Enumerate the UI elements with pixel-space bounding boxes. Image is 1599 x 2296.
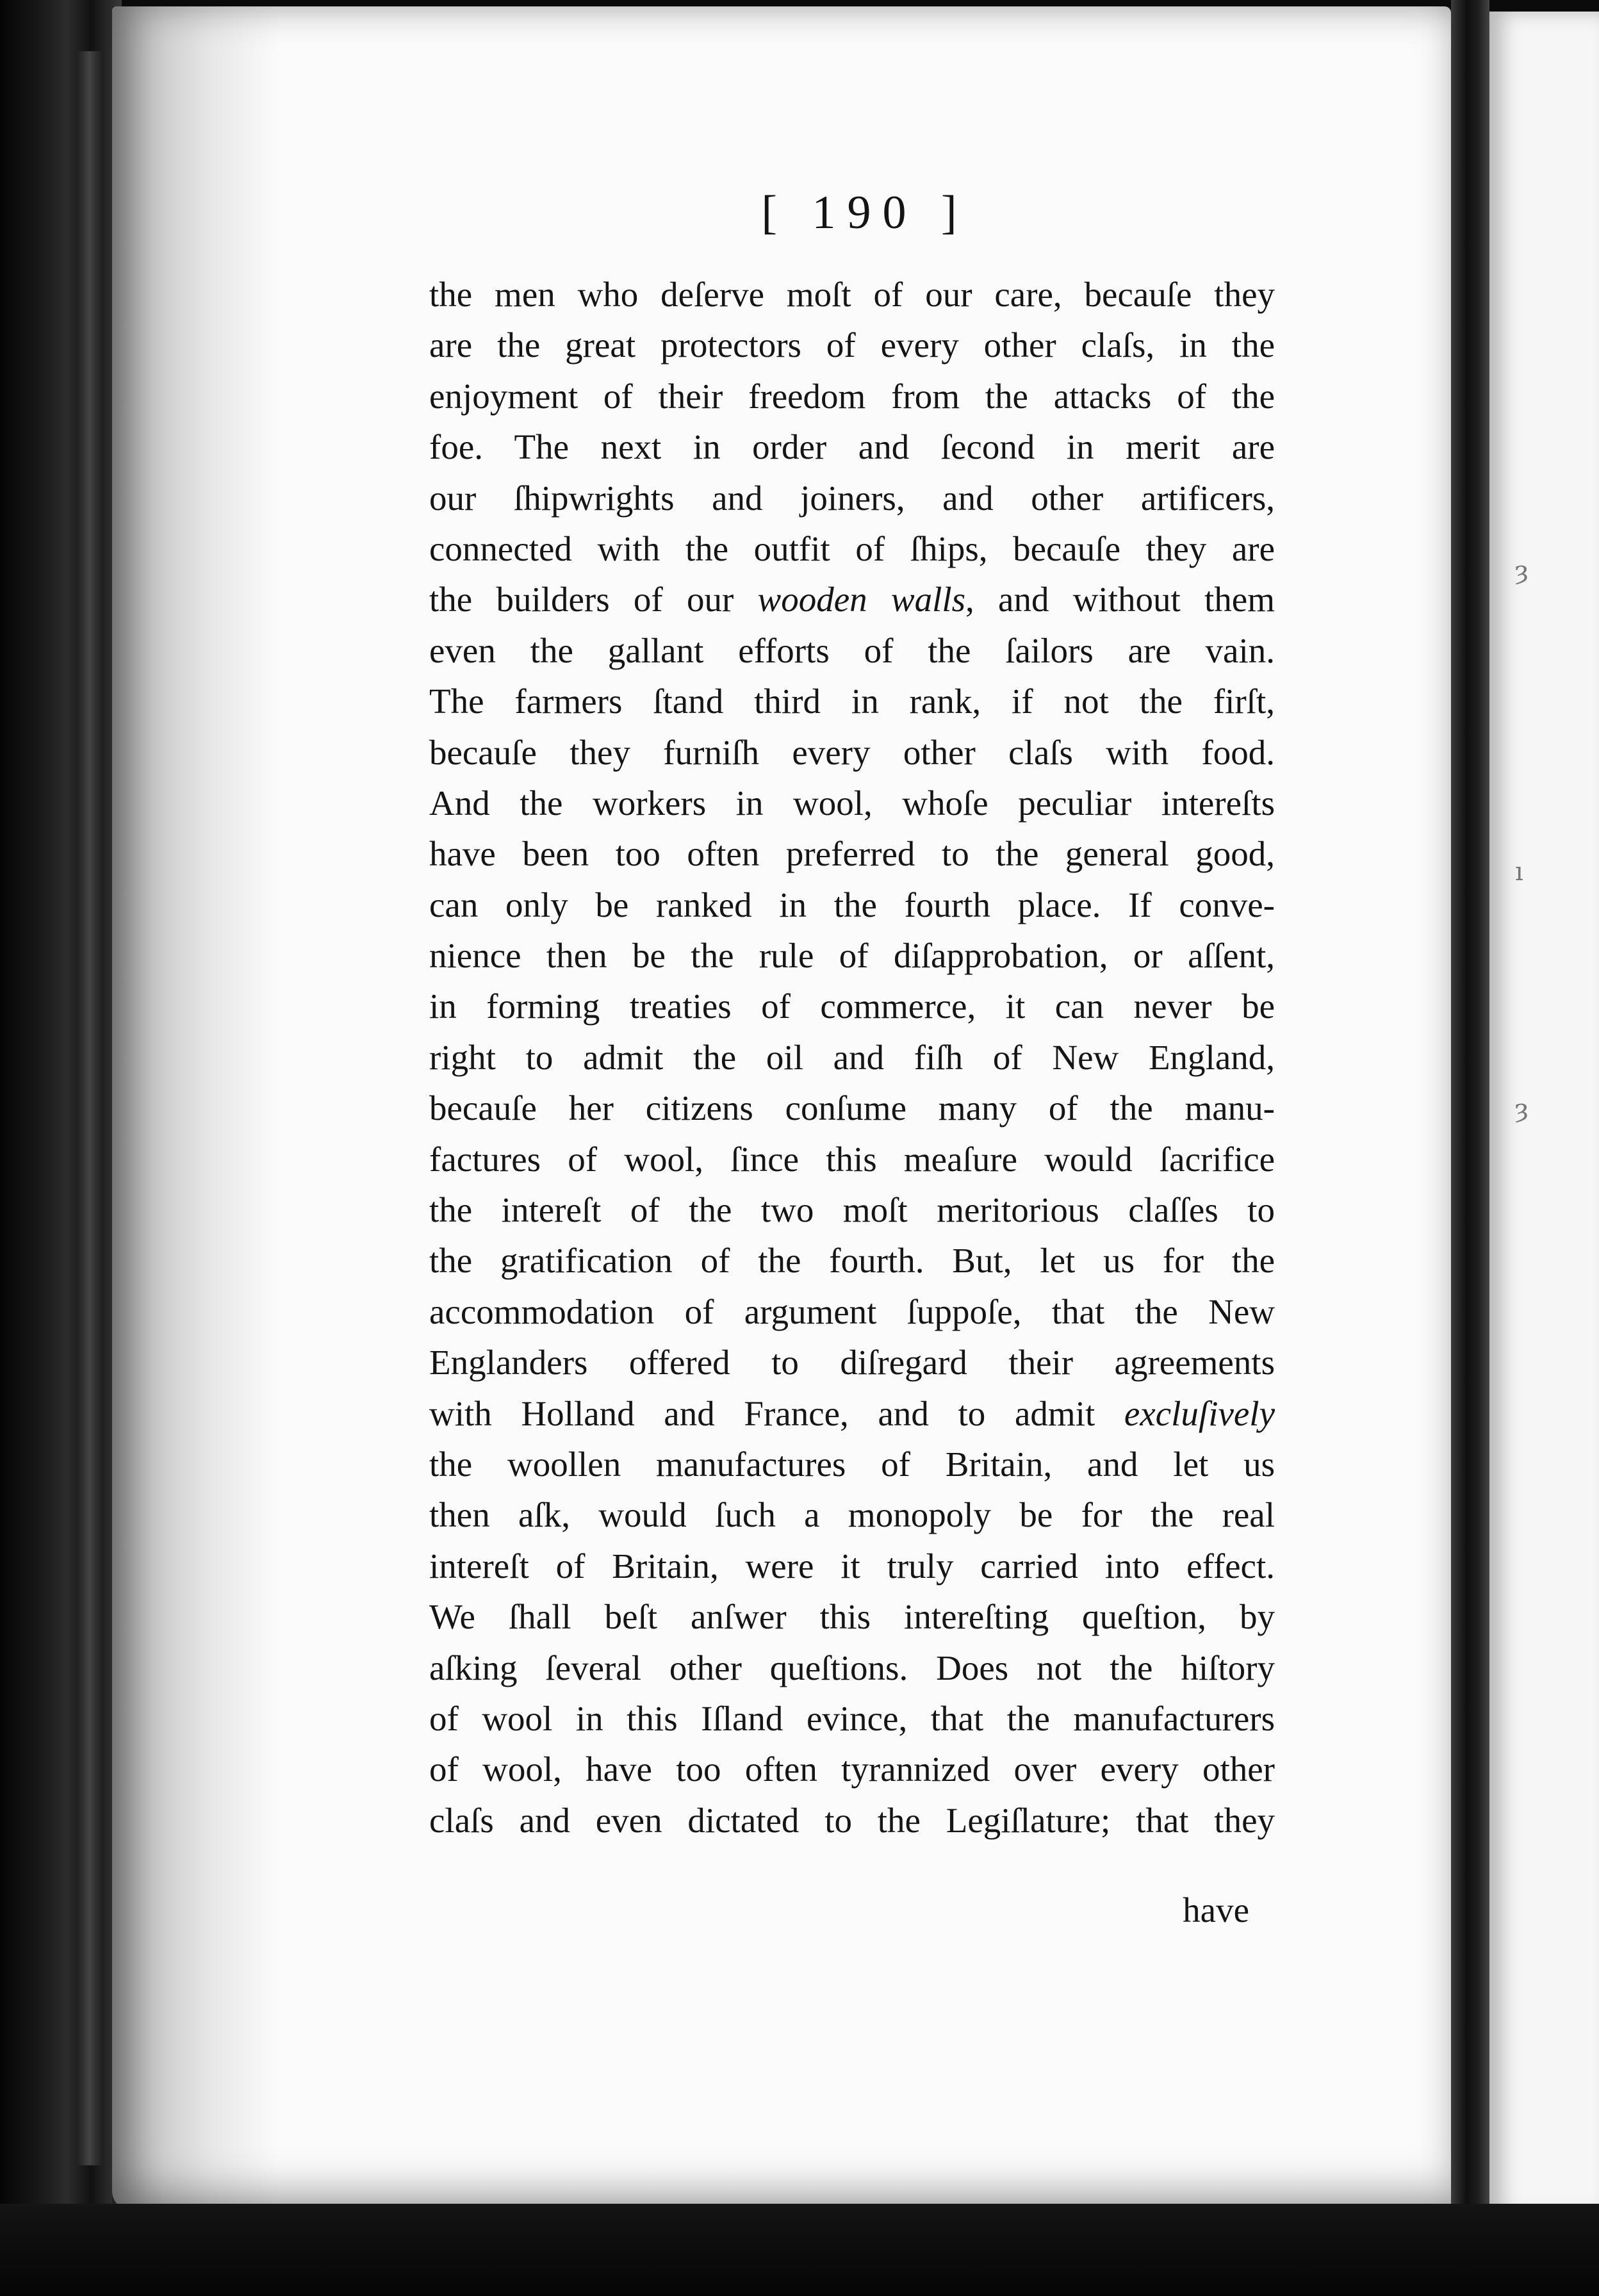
text-line: the men who deſerve moſt of our care, becauſe they: [429, 275, 1275, 314]
text-line: accommodation of argument ſuppoſe, that the New: [429, 1292, 1275, 1331]
text-line: [429, 574, 1275, 625]
text-line: nience then be the rule of diſapprobation, or aſſent,: [429, 936, 1275, 976]
text-line: of wool, have too often tyrannized over every other: [429, 1750, 1275, 1789]
body-text: [429, 269, 1275, 1846]
text-line: right to admit the oil and fiſh of New England,: [429, 1037, 1275, 1077]
text-line: even the gallant efforts of the ſailors are vain.: [429, 630, 1275, 670]
text-line: then aſk, would ſuch a monopoly be for the real: [429, 1495, 1275, 1535]
text-line: becauſe her citizens conſume many of the manu-: [429, 1088, 1275, 1128]
catchword: have: [1183, 1890, 1249, 1930]
facing-page-mark: ı: [1515, 857, 1523, 887]
facing-page-mark: ȝ: [1515, 556, 1529, 586]
text-line: foe. The next in order and ſecond in merit are: [429, 427, 1275, 467]
text-line: We ſhall beſt anſwer this intereſting queſtion, by: [429, 1597, 1275, 1637]
page-number: [ 190 ]: [761, 186, 969, 239]
text-line: our ſhipwrights and joiners, and other artificers,: [429, 478, 1275, 518]
text-line: aſking ſeveral other queſtions. Does not the hiſtory: [429, 1648, 1275, 1687]
text-line: the woollen manufactures of Britain, and let us: [429, 1444, 1275, 1484]
text-line: are the great protectors of every other claſs, in the: [429, 325, 1275, 365]
text-line: [429, 1388, 1275, 1439]
text-line: can only be ranked in the fourth place. If conve-: [429, 885, 1275, 924]
bottom-dark-band: [0, 2204, 1599, 2296]
text-segment: , and without them: [965, 580, 1275, 619]
text-line: Englanders offered to diſregard their agreements: [429, 1343, 1275, 1382]
text-line: of wool in this Iſland evince, that the manufacturers: [429, 1698, 1275, 1738]
text-line: the gratification of the fourth. But, let us for the: [429, 1241, 1275, 1281]
text-line: have been too often preferred to the general good,: [429, 834, 1275, 874]
text-line: the intereſt of the two moſt meritorious claſſes to: [429, 1190, 1275, 1230]
italic-phrase: wooden walls: [757, 580, 966, 619]
text-line: in forming treaties of commerce, it can never be: [429, 987, 1275, 1026]
facing-page-edge: [1489, 12, 1599, 2215]
book-spine: [1451, 0, 1489, 2296]
text-line: claſs and even dictated to the Legiſlature; that they: [429, 1800, 1275, 1840]
text-line: And the workers in wool, whoſe peculiar intereſts: [429, 783, 1275, 823]
text-line: connected with the outfit of ſhips, becauſe they are: [429, 529, 1275, 568]
text-line: becauſe they furniſh every other claſs with food.: [429, 732, 1275, 772]
left-book-edge: [0, 0, 122, 2296]
facing-page-mark: ȝ: [1515, 1094, 1529, 1124]
text-line: intereſt of Britain, were it truly carried into effect.: [429, 1546, 1275, 1586]
text-line: factures of wool, ſince this meaſure would ſacrifice: [429, 1139, 1275, 1179]
text-line: The farmers ſtand third in rank, if not the firſt,: [429, 682, 1275, 721]
text-segment: with Holland and France, and to admit: [429, 1393, 1124, 1433]
italic-phrase: excluſively: [1124, 1393, 1275, 1433]
text-segment: the builders of our: [429, 580, 758, 619]
left-edge-streak: [77, 51, 102, 2165]
text-line: enjoyment of their freedom from the attacks of the: [429, 376, 1275, 416]
